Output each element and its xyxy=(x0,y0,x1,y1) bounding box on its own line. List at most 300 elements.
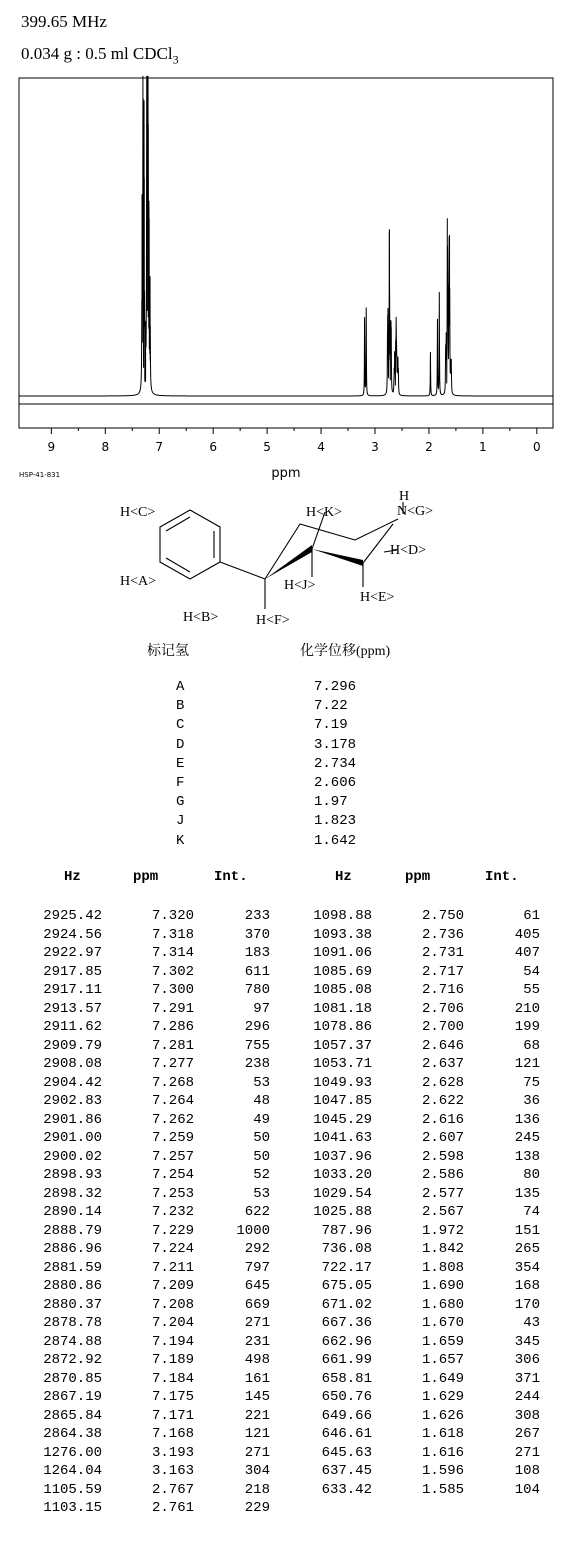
peak-hz: 1045.29 xyxy=(313,1111,372,1128)
peak-hz: 1276.00 xyxy=(43,1444,102,1461)
peak-int: 306 xyxy=(514,1352,540,1368)
x-tick-label: 3 xyxy=(371,440,379,454)
peak-int: 780 xyxy=(244,982,270,998)
peak-int: 50 xyxy=(253,1130,270,1146)
peak-ppm: 1.649 xyxy=(421,1370,464,1387)
peak-hz: 2898.93 xyxy=(43,1167,102,1183)
peak-ppm: 7.171 xyxy=(151,1407,194,1424)
peak-int: 622 xyxy=(244,1204,270,1220)
peak-int: 104 xyxy=(514,1481,540,1498)
peak-row xyxy=(270,963,540,983)
assignment-row xyxy=(0,794,570,813)
peak-row xyxy=(0,963,270,983)
x-axis-label: ppm xyxy=(271,466,301,481)
peak-int: 199 xyxy=(514,1019,540,1035)
peak-int: 136 xyxy=(514,1111,540,1128)
peak-hz: 2917.85 xyxy=(43,963,102,980)
peak-ppm: 2.706 xyxy=(421,1000,464,1017)
peak-int: 405 xyxy=(514,926,540,943)
peak-header-int-right: Int. xyxy=(485,869,519,885)
x-axis-ticks xyxy=(51,428,536,434)
peak-int: 121 xyxy=(244,1426,270,1442)
peak-row xyxy=(0,1000,270,1020)
wedge-bond xyxy=(265,545,312,579)
peak-hz: 2908.08 xyxy=(43,1056,102,1072)
peak-int: 170 xyxy=(514,1296,540,1313)
assignment-row xyxy=(0,737,570,756)
peak-ppm: 7.268 xyxy=(151,1074,194,1091)
peak-row xyxy=(270,1056,540,1075)
peak-int: 168 xyxy=(514,1278,540,1294)
peak-header-ppm-left: ppm xyxy=(133,869,159,885)
peak-hz: 2898.32 xyxy=(43,1185,102,1202)
peak-int: 52 xyxy=(253,1167,270,1183)
peak-int: 50 xyxy=(253,1148,270,1165)
x-tick-label: 0 xyxy=(532,440,541,454)
peak-ppm: 3.193 xyxy=(151,1444,194,1461)
peak-ppm: 7.318 xyxy=(151,926,194,943)
peak-int: 345 xyxy=(514,1333,540,1350)
peak-hz: 675.05 xyxy=(321,1278,372,1294)
assignment-label: J xyxy=(176,813,185,830)
peak-ppm: 7.224 xyxy=(151,1241,194,1257)
peak-ppm: 7.277 xyxy=(151,1056,194,1072)
peak-hz: 2925.42 xyxy=(43,908,102,924)
peak-hz: 1105.59 xyxy=(43,1481,102,1498)
peak-int: 292 xyxy=(244,1241,270,1257)
peak-ppm: 2.622 xyxy=(421,1093,464,1109)
peak-int: 54 xyxy=(523,963,540,980)
assignment-row xyxy=(0,679,570,698)
peak-int: 121 xyxy=(514,1056,540,1072)
assignment-row xyxy=(0,698,570,717)
peak-row xyxy=(270,1204,540,1223)
peak-ppm: 7.232 xyxy=(151,1204,194,1220)
peak-ppm: 7.229 xyxy=(151,1222,194,1239)
peak-ppm: 2.717 xyxy=(421,963,464,980)
peak-ppm: 7.264 xyxy=(151,1093,194,1109)
peak-ppm: 7.209 xyxy=(151,1278,194,1294)
peak-hz: 722.17 xyxy=(321,1259,372,1276)
peak-int: 271 xyxy=(244,1444,270,1461)
peak-ppm: 7.320 xyxy=(151,908,194,924)
peak-int: 797 xyxy=(244,1259,270,1276)
assignment-row xyxy=(0,833,570,852)
peak-ppm: 2.607 xyxy=(421,1130,464,1146)
peak-hz: 2909.79 xyxy=(43,1037,102,1054)
peak-row xyxy=(270,1426,540,1445)
peak-int: 231 xyxy=(244,1333,270,1350)
assignment-shift: 7.296 xyxy=(314,679,357,695)
peak-hz: 736.08 xyxy=(321,1241,372,1257)
peak-int: 36 xyxy=(523,1093,540,1109)
peak-int: 498 xyxy=(244,1352,270,1368)
peak-int: 611 xyxy=(244,963,270,980)
assignment-shift: 7.22 xyxy=(314,698,348,715)
peak-int: 138 xyxy=(514,1148,540,1165)
peak-hz: 1029.54 xyxy=(313,1185,372,1202)
peak-hz: 2902.83 xyxy=(43,1093,102,1109)
peak-hz: 1033.20 xyxy=(313,1167,372,1183)
peak-hz: 1093.38 xyxy=(313,926,372,943)
peak-int: 75 xyxy=(523,1074,540,1091)
peak-ppm: 7.259 xyxy=(151,1130,194,1146)
peak-ppm: 2.646 xyxy=(421,1037,464,1054)
peak-row xyxy=(0,1296,270,1316)
peak-ppm: 7.254 xyxy=(151,1167,194,1183)
peak-ppm: 1.670 xyxy=(421,1315,464,1331)
peak-int: 61 xyxy=(523,908,540,924)
peak-row xyxy=(270,1370,540,1390)
x-tick-label: 9 xyxy=(47,440,56,454)
peak-row xyxy=(0,1278,270,1297)
peak-row xyxy=(270,1444,540,1464)
peak-row xyxy=(0,1352,270,1371)
peak-ppm: 1.657 xyxy=(421,1352,464,1368)
assignment-shift: 3.178 xyxy=(314,736,357,753)
peak-ppm: 3.163 xyxy=(151,1463,194,1479)
peak-row xyxy=(0,1204,270,1223)
assignment-label: B xyxy=(176,698,185,715)
assignment-shift: 2.606 xyxy=(314,774,357,791)
assignment-label: C xyxy=(176,717,185,734)
peak-ppm: 2.577 xyxy=(421,1185,464,1202)
peak-hz: 667.36 xyxy=(321,1315,372,1331)
peak-hz: 650.76 xyxy=(321,1389,372,1405)
peak-hz: 2901.86 xyxy=(43,1111,102,1128)
nmr-spectrum-chart xyxy=(0,70,570,485)
peak-hz: 2864.38 xyxy=(43,1426,102,1442)
peak-row xyxy=(0,1056,270,1075)
peak-int: 304 xyxy=(244,1463,270,1479)
x-tick-label: 6 xyxy=(209,440,218,454)
peak-int: 108 xyxy=(514,1463,540,1479)
peak-row xyxy=(0,1463,270,1482)
peak-ppm: 1.659 xyxy=(421,1333,464,1350)
assignment-shift: 1.642 xyxy=(314,832,357,849)
peak-hz: 671.02 xyxy=(321,1296,372,1313)
peak-int: 1000 xyxy=(236,1222,270,1239)
peak-ppm: 7.302 xyxy=(151,963,194,980)
peak-int: 296 xyxy=(244,1019,270,1035)
peak-ppm: 2.731 xyxy=(421,945,464,961)
peak-row xyxy=(0,1167,270,1186)
peak-int: 238 xyxy=(244,1056,270,1072)
assignment-row xyxy=(0,756,570,775)
peak-row xyxy=(0,1333,270,1353)
assignment-header xyxy=(0,640,570,664)
x-tick-label: 2 xyxy=(425,440,433,454)
peak-hz: 1085.69 xyxy=(313,963,372,980)
peak-ppm: 2.750 xyxy=(421,908,464,924)
peak-int: 265 xyxy=(514,1241,540,1257)
peak-hz: 661.99 xyxy=(321,1352,372,1368)
peak-int: 48 xyxy=(253,1093,270,1109)
peak-row xyxy=(0,1426,270,1445)
peak-ppm: 2.767 xyxy=(151,1481,194,1498)
peak-hz: 658.81 xyxy=(321,1370,372,1387)
peak-hz: 1049.93 xyxy=(313,1074,372,1091)
peak-row xyxy=(0,1222,270,1242)
peak-int: 370 xyxy=(244,926,270,943)
label-nh: H xyxy=(399,489,410,504)
peak-row xyxy=(270,1296,540,1316)
peak-int: 354 xyxy=(514,1259,540,1276)
peak-hz: 1091.06 xyxy=(313,945,372,961)
peak-row xyxy=(270,1000,540,1020)
peak-hz: 1037.96 xyxy=(313,1148,372,1165)
x-tick-label: 5 xyxy=(263,440,271,454)
peak-hz: 2917.11 xyxy=(43,982,102,998)
x-tick-label: 4 xyxy=(317,440,325,454)
peak-int: 74 xyxy=(523,1204,540,1220)
peak-hz: 633.42 xyxy=(321,1481,372,1498)
peak-row xyxy=(270,1111,540,1131)
assignment-label: G xyxy=(176,794,185,811)
assignment-label: A xyxy=(176,679,185,695)
peak-hz: 787.96 xyxy=(321,1222,372,1239)
peak-row xyxy=(0,1241,270,1260)
peak-int: 407 xyxy=(514,945,540,961)
peak-int: 233 xyxy=(244,908,270,924)
peak-int: 245 xyxy=(514,1130,540,1146)
peak-hz: 662.96 xyxy=(321,1333,372,1350)
peak-int: 271 xyxy=(244,1315,270,1331)
peak-int: 221 xyxy=(244,1407,270,1424)
peak-ppm: 2.616 xyxy=(421,1111,464,1128)
label-h-c: H<C> xyxy=(120,505,156,520)
peak-ppm: 7.175 xyxy=(151,1389,194,1405)
peak-hz: 2867.19 xyxy=(43,1389,102,1405)
peak-ppm: 2.567 xyxy=(421,1204,464,1220)
assignment-row xyxy=(0,717,570,736)
peak-row xyxy=(270,982,540,1001)
peak-row xyxy=(0,982,270,1001)
peak-int: 80 xyxy=(523,1167,540,1183)
assignment-shift-header: 化学位移(ppm) xyxy=(300,644,391,659)
peak-table-right xyxy=(270,908,540,1500)
peak-int: 55 xyxy=(523,982,540,998)
assignment-shift: 2.734 xyxy=(314,755,357,772)
assignment-table xyxy=(0,679,570,852)
label-h-e: H<E> xyxy=(360,590,395,605)
peak-table-header xyxy=(0,869,570,889)
label-h-f: H<F> xyxy=(256,613,290,628)
peak-row xyxy=(270,1037,540,1057)
peak-hz: 2865.84 xyxy=(43,1407,102,1424)
peak-int: 210 xyxy=(514,1000,540,1017)
peak-ppm: 7.286 xyxy=(151,1019,194,1035)
peak-ppm: 7.257 xyxy=(151,1148,194,1165)
peak-row xyxy=(0,1074,270,1094)
peak-row xyxy=(0,1259,270,1279)
peak-row xyxy=(0,1389,270,1408)
peak-hz: 2880.86 xyxy=(43,1278,102,1294)
assignment-label-header: 标记氢 xyxy=(147,644,189,659)
peak-ppm: 7.194 xyxy=(151,1333,194,1350)
peak-row xyxy=(0,1407,270,1427)
peak-hz: 2870.85 xyxy=(43,1370,102,1387)
peak-int: 271 xyxy=(514,1444,540,1461)
peak-hz: 1078.86 xyxy=(313,1019,372,1035)
peak-ppm: 1.808 xyxy=(421,1259,464,1276)
peak-row xyxy=(270,1222,540,1242)
peak-ppm: 7.253 xyxy=(151,1185,194,1202)
peak-ppm: 1.629 xyxy=(421,1389,464,1405)
label-n-g: N<G> xyxy=(397,504,434,519)
molecule-structure xyxy=(100,484,460,634)
peak-row xyxy=(0,945,270,964)
peak-header-ppm-right: ppm xyxy=(405,869,431,885)
peak-ppm: 2.586 xyxy=(421,1167,464,1183)
x-tick-label: 1 xyxy=(479,440,487,454)
plot-frame xyxy=(19,78,553,428)
peak-row xyxy=(270,945,540,964)
assignment-row xyxy=(0,813,570,832)
assignment-label: E xyxy=(176,755,185,772)
peak-ppm: 7.281 xyxy=(151,1037,194,1054)
peak-int: 229 xyxy=(244,1500,270,1516)
peak-hz: 2874.88 xyxy=(43,1333,102,1350)
sample-subscript: 3 xyxy=(172,52,179,67)
peak-int: 755 xyxy=(244,1037,270,1054)
peak-hz: 1047.85 xyxy=(313,1093,372,1109)
peak-ppm: 7.184 xyxy=(151,1370,194,1387)
peak-hz: 2913.57 xyxy=(43,1000,102,1017)
peak-hz: 1103.15 xyxy=(43,1500,102,1516)
peak-hz: 2872.92 xyxy=(43,1352,102,1368)
peak-ppm: 1.618 xyxy=(421,1426,464,1442)
peak-int: 267 xyxy=(514,1426,540,1442)
peak-row xyxy=(270,1130,540,1149)
peak-ppm: 2.761 xyxy=(151,1500,194,1516)
x-tick-label: 8 xyxy=(101,440,110,454)
peak-hz: 2888.79 xyxy=(43,1222,102,1239)
peak-hz: 1098.88 xyxy=(313,908,372,924)
peak-row xyxy=(270,1148,540,1168)
peak-header-hz-left: Hz xyxy=(64,869,81,885)
peak-row xyxy=(0,1315,270,1334)
peak-hz: 2880.37 xyxy=(43,1296,102,1313)
peak-row xyxy=(270,1074,540,1094)
peak-ppm: 7.211 xyxy=(151,1259,194,1276)
peak-int: 53 xyxy=(253,1185,270,1202)
peak-ppm: 2.716 xyxy=(421,982,464,998)
peak-ppm: 7.204 xyxy=(151,1315,194,1331)
assignment-row xyxy=(0,775,570,794)
peak-row xyxy=(0,1093,270,1112)
assignment-label: F xyxy=(176,774,185,791)
peak-hz: 2924.56 xyxy=(43,926,102,943)
peak-ppm: 1.626 xyxy=(421,1407,464,1424)
peak-ppm: 1.690 xyxy=(421,1278,464,1294)
peak-row xyxy=(0,908,270,927)
peak-int: 308 xyxy=(514,1407,540,1424)
peak-hz: 2904.42 xyxy=(43,1074,102,1091)
peak-row xyxy=(0,1019,270,1038)
peak-ppm: 7.208 xyxy=(151,1296,194,1313)
peak-hz: 2886.96 xyxy=(43,1241,102,1257)
peak-row xyxy=(270,1389,540,1408)
peak-row xyxy=(0,1444,270,1464)
peak-row xyxy=(270,926,540,946)
peak-row xyxy=(270,1278,540,1297)
peak-int: 97 xyxy=(253,1000,270,1017)
peak-ppm: 1.616 xyxy=(421,1444,464,1461)
peak-int: 43 xyxy=(523,1315,540,1331)
peak-int: 135 xyxy=(514,1185,540,1202)
peak-row xyxy=(270,1093,540,1112)
peak-ppm: 7.262 xyxy=(151,1111,194,1128)
peak-hz: 1264.04 xyxy=(43,1463,102,1479)
peak-row xyxy=(0,1370,270,1390)
peak-ppm: 2.628 xyxy=(421,1074,464,1091)
peak-table-left xyxy=(0,908,270,1519)
peak-row xyxy=(270,1481,540,1501)
peak-header-hz-right: Hz xyxy=(335,869,352,885)
label-h-d: H<D> xyxy=(390,543,427,558)
peak-int: 161 xyxy=(244,1370,270,1387)
peak-row xyxy=(270,1185,540,1205)
peak-int: 68 xyxy=(523,1037,540,1054)
peak-row xyxy=(0,1148,270,1168)
peak-ppm: 1.596 xyxy=(421,1463,464,1479)
peak-hz: 2890.14 xyxy=(43,1204,102,1220)
spectrometer-frequency: 399.65 MHz xyxy=(21,12,107,31)
x-axis-tick-labels xyxy=(48,440,541,454)
peak-ppm: 7.300 xyxy=(151,982,194,998)
peak-hz: 1081.18 xyxy=(313,1000,372,1017)
label-h-b: H<B> xyxy=(183,610,219,625)
peak-hz: 645.63 xyxy=(321,1444,372,1461)
peak-row xyxy=(0,1500,270,1519)
peak-ppm: 1.842 xyxy=(421,1241,464,1257)
peak-hz: 1085.08 xyxy=(313,982,372,998)
assignment-label: K xyxy=(176,832,185,849)
peak-hz: 646.61 xyxy=(321,1426,372,1442)
peak-ppm: 7.314 xyxy=(151,945,194,961)
peak-int: 669 xyxy=(244,1296,270,1313)
peak-int: 151 xyxy=(514,1222,540,1239)
peak-row xyxy=(270,1019,540,1038)
peak-hz: 1053.71 xyxy=(313,1056,372,1072)
peak-int: 49 xyxy=(253,1111,270,1128)
sample-prefix: 0.034 g : 0.5 ml CDCl xyxy=(21,44,173,63)
peak-hz: 2881.59 xyxy=(43,1259,102,1276)
label-h-a: H<A> xyxy=(120,574,157,589)
peak-int: 244 xyxy=(514,1389,540,1405)
peak-header-int-left: Int. xyxy=(214,869,248,885)
peak-int: 183 xyxy=(244,945,270,961)
peak-row xyxy=(0,1111,270,1131)
label-h-k: H<K> xyxy=(306,505,343,520)
peak-row xyxy=(270,1352,540,1371)
peak-hz: 1057.37 xyxy=(313,1037,372,1054)
assignment-shift: 7.19 xyxy=(314,717,348,734)
peak-row xyxy=(0,1037,270,1057)
peak-row xyxy=(270,1333,540,1353)
peak-hz: 1041.63 xyxy=(313,1130,372,1146)
benzene-ring xyxy=(160,510,220,579)
peak-ppm: 1.680 xyxy=(421,1296,464,1313)
peak-int: 218 xyxy=(244,1481,270,1498)
peak-row xyxy=(270,1167,540,1186)
peak-row xyxy=(270,1241,540,1260)
spectrum-trace xyxy=(19,76,553,396)
peak-ppm: 2.700 xyxy=(421,1019,464,1035)
peak-row xyxy=(270,1407,540,1427)
peak-hz: 649.66 xyxy=(321,1407,372,1424)
